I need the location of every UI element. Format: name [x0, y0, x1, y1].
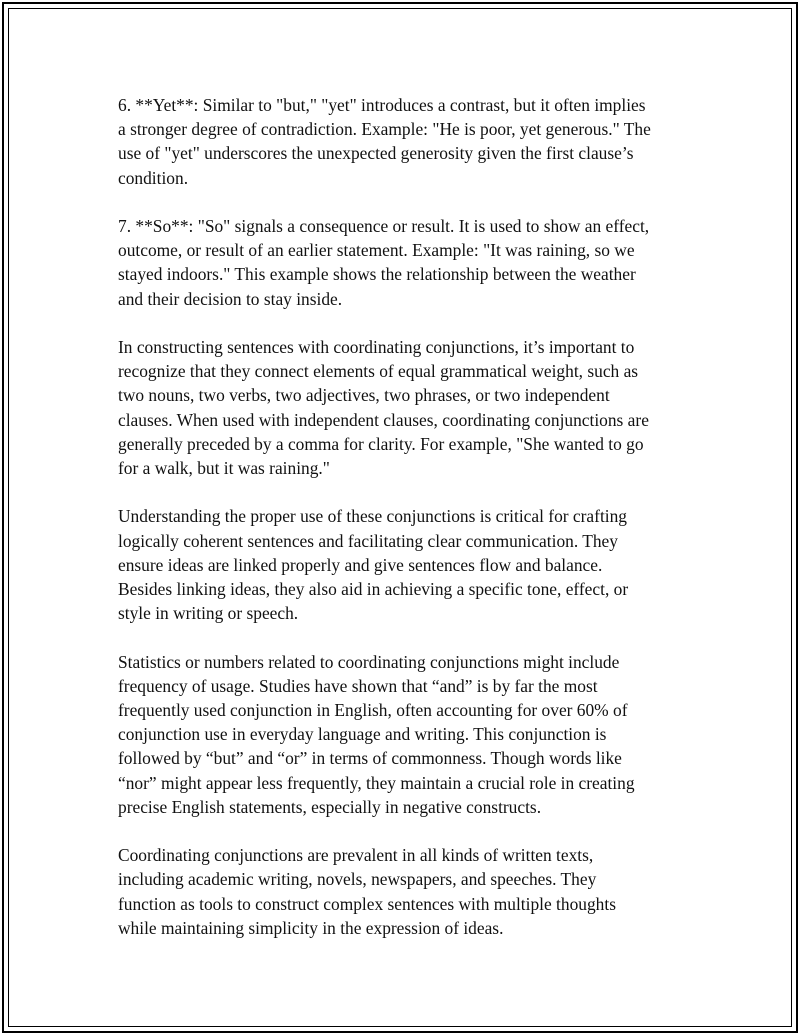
paragraph-so: 7. **So**: "So" signals a consequence or result. It is used to show an effect, outcome, or result of an earlier statement. Example: "It was raining, so we stayed indoors." This example shows the relationship between the weather and their decision to stay inside.	[118, 216, 650, 309]
paragraph-prevalence: Coordinating conjunctions are prevalent in all kinds of written texts, including academic writing, novels, newspapers, and speeches. They function as tools to construct complex sentences with multiple thoughts while maintaining simplicity in the expression of ideas.	[118, 845, 616, 938]
paragraph-understanding-usage: Understanding the proper use of these conjunctions is critical for crafting logically coherent sentences and facilitating clear communication. They ensure ideas are linked properly and give sentences flow and balance. Besides linking ideas, they also aid in achieving a specific tone, effect, or style in writing or speech.	[118, 506, 629, 624]
paragraph-statistics: Statistics or numbers related to coordinating conjunctions might include frequency of usage. Studies have shown that “and” is by far the most frequently used conjunction in English, often accounting for over 60% of conjunction use in everyday language and writing. This conjunction is followed by “but” and “or” in terms of commonness. Though words like “nor” might appear less frequently, they maintain a crucial role in creating precise English statements, especially in negative constructs.	[118, 651, 635, 817]
document-body	[118, 93, 698, 964]
paragraph-yet: 6. **Yet**: Similar to "but," "yet" introduces a contrast, but it often implies a stronger degree of contradiction. Example: "He is poor, yet generous." The use of "yet" underscores the unexpected generosity given the first clause’s condition.	[118, 95, 651, 188]
paragraph-constructing-sentences: In constructing sentences with coordinating conjunctions, it’s important to recognize that they connect elements of equal grammatical weight, such as two nouns, two verbs, two adjectives, two phrases, or two independent clauses. When used with independent clauses, coordinating conjunctions are generally preceded by a comma for clarity. For example, "She wanted to go for a walk, but it was raining."	[118, 337, 649, 479]
